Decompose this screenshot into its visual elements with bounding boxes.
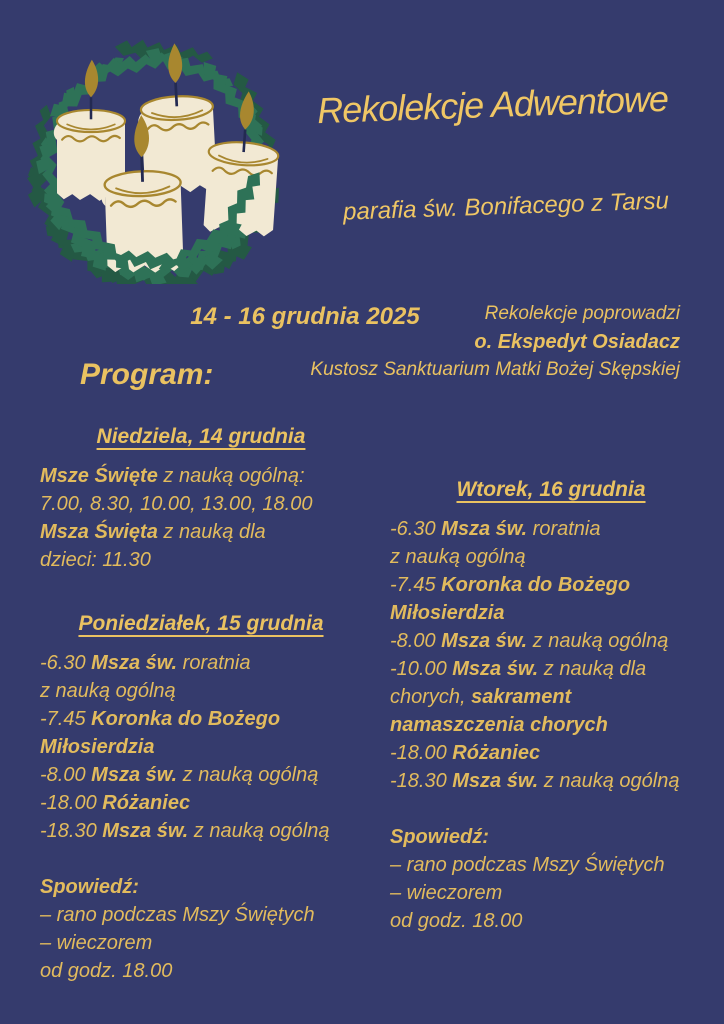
schedule-line: Miłosierdzia [40,736,155,758]
day-heading-tuesday: Wtorek, 16 grudnia [456,478,646,501]
leader-block [250,300,680,384]
schedule-line: Msze Święte z nauką ogólną: [40,465,305,487]
schedule-line: Miłosierdzia [390,602,505,624]
program-column-right [390,478,712,935]
schedule-line: chorych, sakrament [390,686,572,708]
schedule-line: -6.30 Msza św. roratnia [390,518,601,540]
leader-name: o. Ekspedyt Osiadacz [474,331,680,353]
schedule-line: -18.30 Msza św. z nauką ogólną [40,820,330,842]
confession-line: od godz. 18.00 [390,910,523,932]
schedule-line: -7.45 Koronka do Bożego [40,708,281,730]
schedule-line: Msza Święta z nauką dla [40,521,266,543]
confession-line: – wieczorem [40,932,153,954]
schedule-line: -7.45 Koronka do Bożego [390,574,631,596]
confession-heading-right: Spowiedź: [390,826,489,848]
confession-line: – rano podczas Mszy Świętych [40,904,315,926]
leader-title: Kustosz Sanktuarium Matki Bożej Skępskiej [310,359,680,380]
schedule-line: -18.00 Różaniec [390,742,541,764]
poster-title: Rekolekcje Adwentowe [316,77,669,132]
schedule-line: dzieci: 11.30 [40,549,151,571]
schedule-line: 7.00, 8.30, 10.00, 13.00, 18.00 [40,493,313,515]
schedule-line: -6.30 Msza św. roratnia [40,652,251,674]
schedule-line: z nauką ogólną [40,680,176,702]
poster-subtitle: parafia św. Bonifacego z Tarsu [342,187,670,226]
schedule-line: -8.00 Msza św. z nauką ogólną [390,630,669,652]
advent-candles [54,41,283,274]
advent-wreath-illustration [12,16,297,284]
schedule-line: -8.00 Msza św. z nauką ogólną [40,764,319,786]
program-column-left [40,425,362,985]
schedule-line: -10.00 Msza św. z nauką dla [390,658,647,680]
confession-line: od godz. 18.00 [40,960,173,982]
schedule-line: -18.00 Różaniec [40,792,191,814]
schedule-line: -18.30 Msza św. z nauką ogólną [390,770,680,792]
confession-line: – wieczorem [390,882,503,904]
confession-line: – rano podczas Mszy Świętych [390,854,665,876]
confession-heading-left: Spowiedź: [40,876,139,898]
program-heading: Program: [80,358,214,391]
day-heading-monday: Poniedziałek, 15 grudnia [78,612,324,635]
retreat-dates: 14 - 16 grudnia 2025 [190,303,420,330]
schedule-line: z nauką ogólną [390,546,526,568]
day-heading-sunday: Niedziela, 14 grudnia [96,425,306,448]
leader-intro: Rekolekcje poprowadzi [484,303,680,324]
schedule-line: namaszczenia chorych [390,714,608,736]
